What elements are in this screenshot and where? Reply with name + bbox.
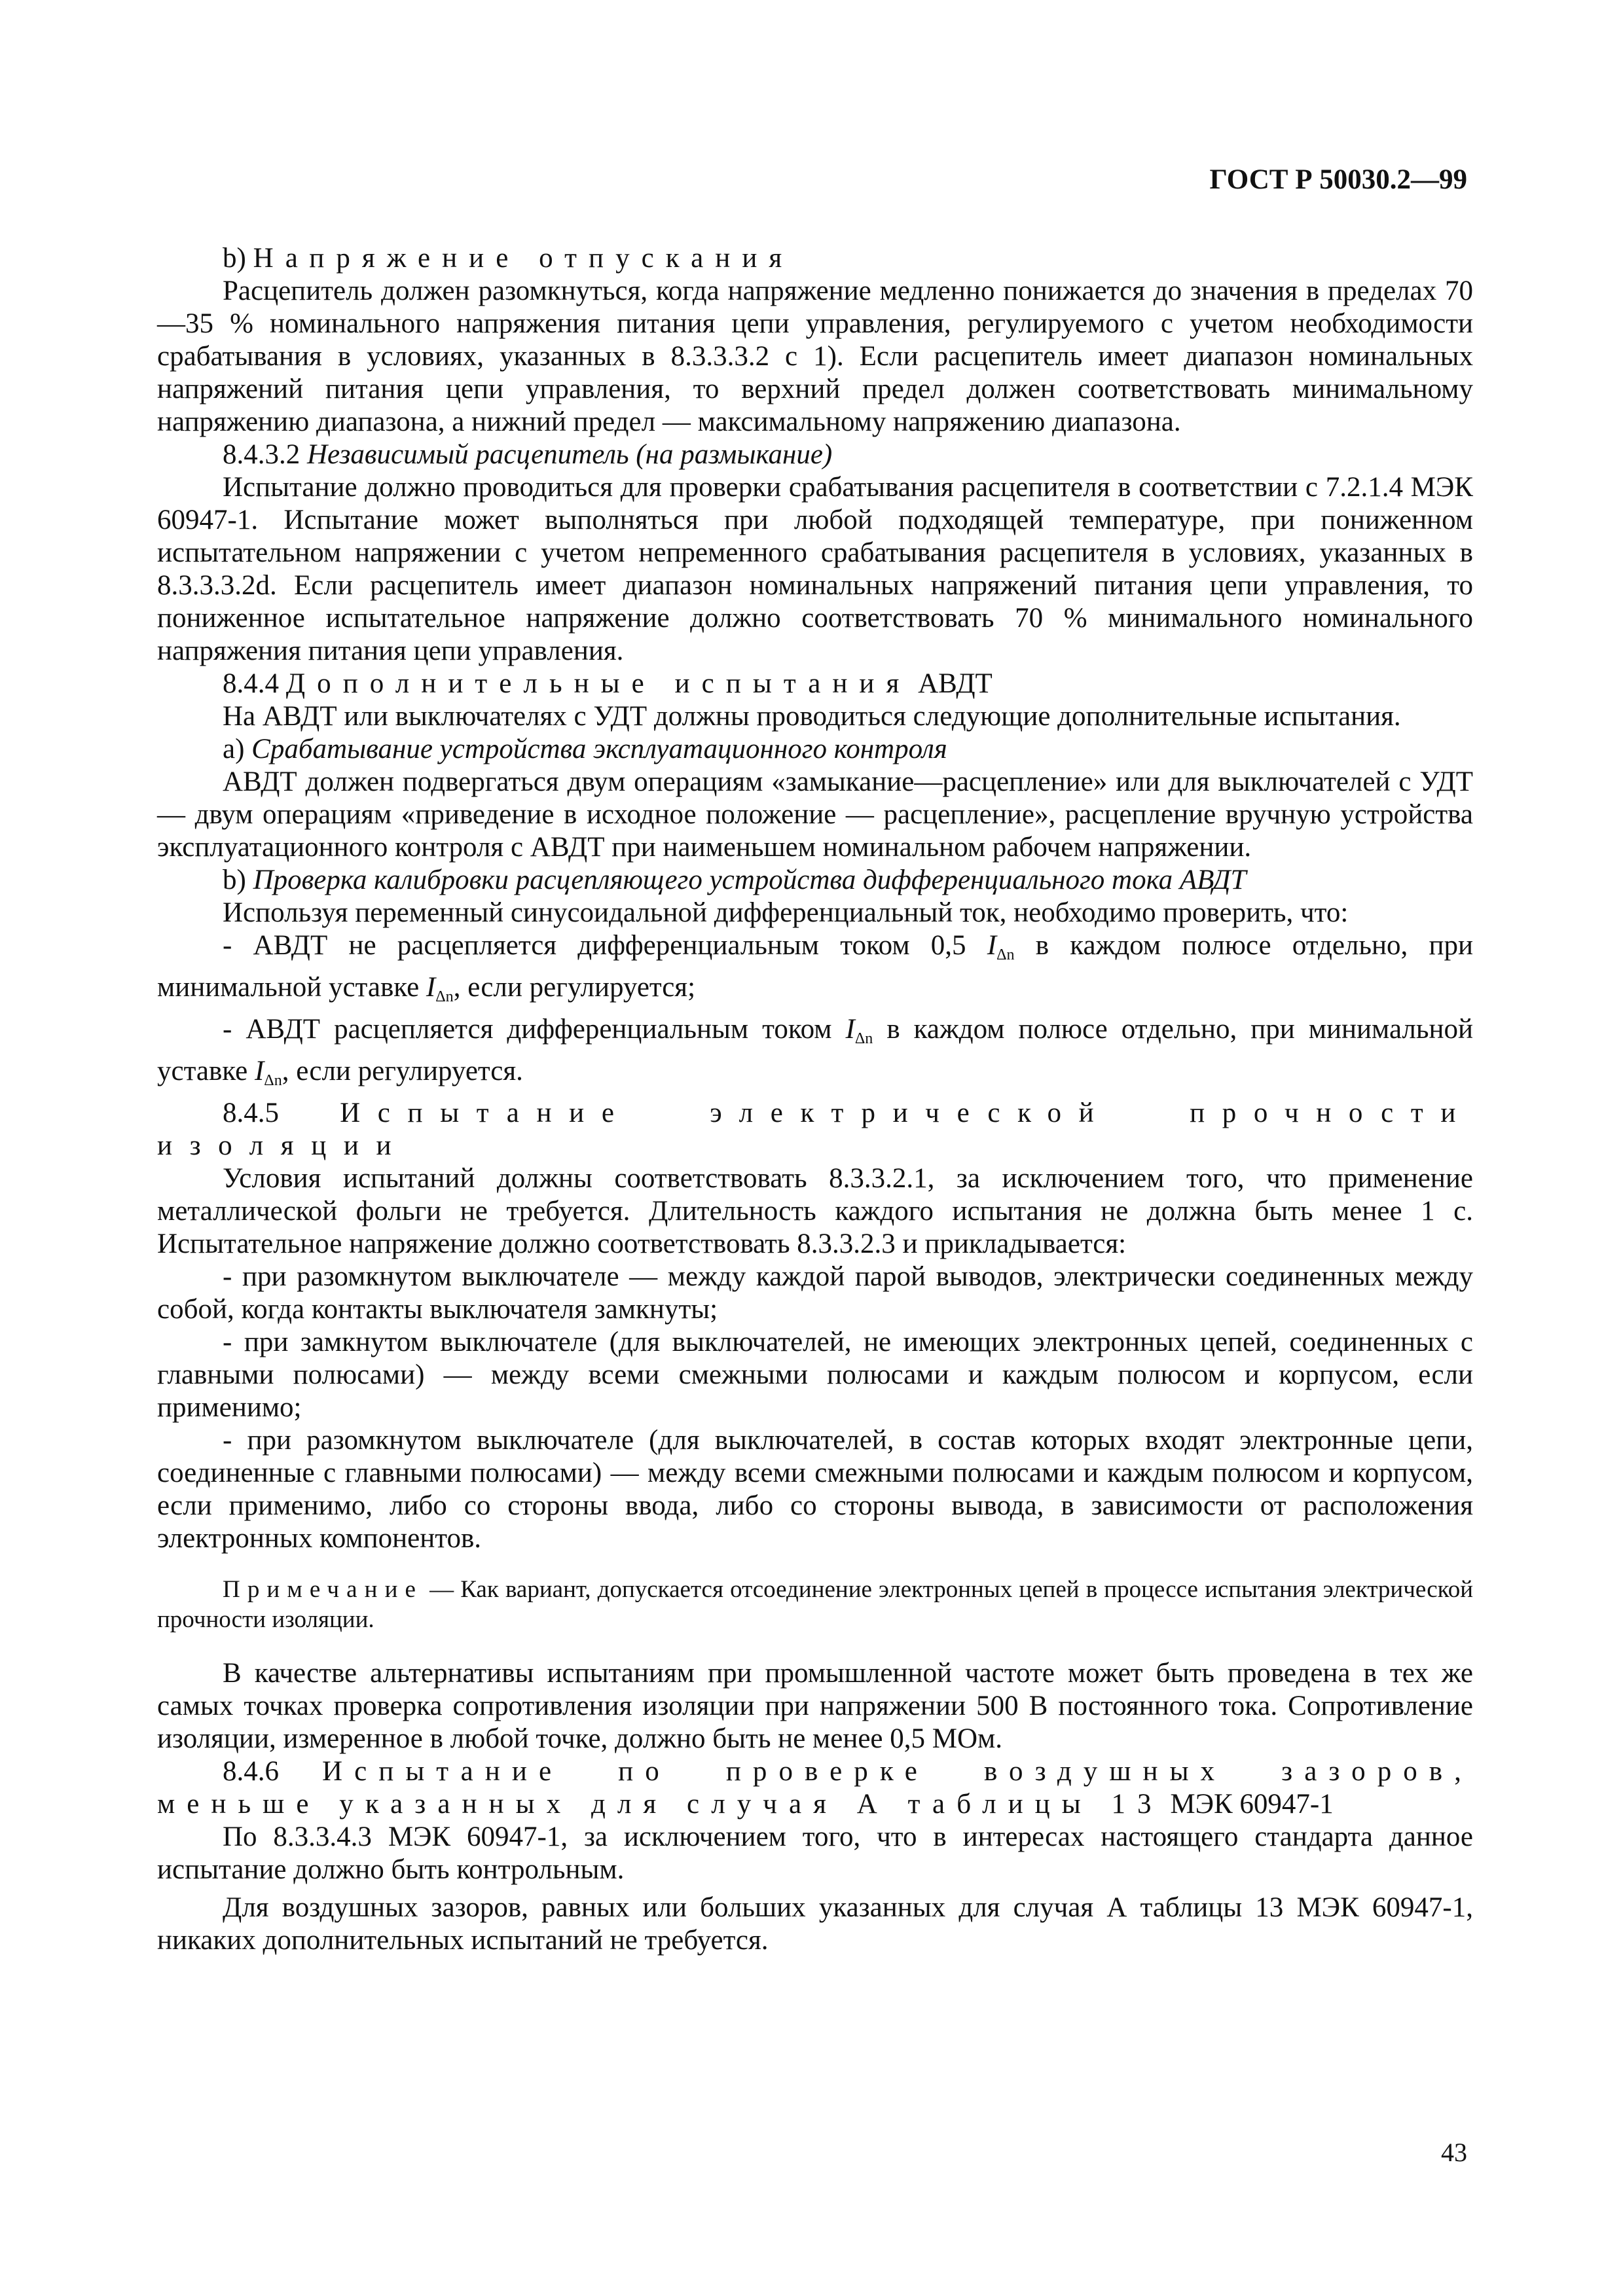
a-prefix: а) [223,734,245,764]
s844-heading-line [157,668,1473,700]
s845-heading-line [157,1097,1473,1162]
s845-paragraph: Условия испытаний должны соответствовать 8.3.3.2.1, за исключением того, что применение металлической фольги не требуется. Длительность каждого испытания не должна быть менее 1 с. Испытательное напряжение должно соответствовать 8.3.3.2.3 и прикладывается: [157,1163,1473,1259]
s846-heading-line [157,1755,1473,1821]
document-body [157,242,1473,1957]
s846-number: 8.4.6 [223,1756,279,1787]
note-text: — Как вариант, допускается отсоединение электронных цепей в процессе испытания электрической прочности изоляции. [157,1576,1474,1633]
s845-item-2: - при замкнутом выключателе (для выключателей, не имеющих электронных цепей, соединенных с главными полюсами) — между всеми смежными полюсами и каждым полюсом и корпусом, если применимо; [157,1327,1473,1423]
residual-current-symbol: $I_{\Delta n}$ [426,972,454,1005]
b-prefix: b) [223,243,246,274]
last-paragraph: Для воздушных зазоров, равных или больших указанных для случая А таблицы 13 МЭК 60947-1, никаких дополнительных испытаний не требуется. [157,1892,1473,1956]
s8432-heading-line [157,439,1473,471]
s845-title: Испытание электрической прочности изоляции [157,1098,1474,1161]
b2-paragraph: Используя переменный синусоидальной дифференциальный ток, необходимо проверить, что: [223,897,1349,928]
note-label: Примечание [223,1576,423,1603]
item1-text-b: в каждом полюсе отдельно, при минимальной уставке [157,930,1473,1003]
residual-current-symbol: $I_{\Delta n}$ [845,1014,873,1047]
item1-text-c: , если регулируется; [453,972,696,1003]
residual-current-symbol: $I_{\Delta n}$ [254,1056,282,1089]
note [157,1575,1473,1635]
standard-designation: ГОСТ Р 50030.2—99 [1209,164,1467,195]
calibration-item-1 [157,929,1473,1013]
s844-title: Дополнительные испытания [285,668,911,699]
item2-text-c: , если регулируется. [282,1056,523,1086]
page-number: 43 [1441,2138,1467,2167]
calibration-item-2 [157,1013,1473,1097]
b2-title: Проверка калибровки расцепляющего устройства дифференциального тока АВДТ [253,865,1247,895]
b-heading-line [157,242,1473,275]
item2-text-a: - АВДТ расцепляется дифференциальным током [223,1014,832,1045]
a-paragraph: АВДТ должен подвергаться двум операциям «замыкание—расцепление» или для выключателей с УДТ — двум операциям «приведение в исходное положение — расцепление», расцепление вручную устройства эксплуатационного контроля с АВДТ при наименьшем номинальном рабочем напряжении. [157,766,1473,863]
s844-paragraph: На АВДТ или выключателях с УДТ должны проводиться следующие дополнительные испытания. [223,701,1401,732]
s845-number: 8.4.5 [223,1098,279,1128]
s8432-number: 8.4.3.2 [223,439,301,470]
b-paragraph: Расцепитель должен разомкнуться, когда напряжение медленно понижается до значения в пределах 70—35 % номинального напряжения питания цепи управления, регулируемого с учетом необходимости срабатывания в условиях, указанных в 8.3.3.3.2 с 1). Если расцепитель имеет диапазон номинальных напряжений питания цепи управления, то верхний предел должен соответствовать минимальному напряжению диапазона, а нижний предел — максимальному напряжению диапазона. [157,276,1473,437]
s845-item-1: - при разомкнутом выключателе — между каждой парой выводов, электрически соединенных между собой, когда контакты выключателя замкнуты; [157,1261,1473,1325]
s846-title: Испытание по проверке воздушных зазоров, меньше указанных для случая А таблицы 13 [157,1756,1473,1820]
b2-prefix: b) [223,865,246,895]
alternative-paragraph: В качестве альтернативы испытаниям при промышленной частоте может быть проведена в тех же самых точках проверка сопротивления изоляции при напряжении 500 В постоянного тока. Сопротивление изоляции, измеренное в любой точке, должно быть не менее 0,5 МОм. [157,1658,1473,1754]
s844-title-tail: АВДТ [918,668,993,699]
s846-paragraph: По 8.3.3.4.3 МЭК 60947-1, за исключением того, что в интересах настоящего стандарта данное испытание должно быть контрольным. [157,1821,1473,1885]
b2-heading-line [157,864,1473,897]
s8432-title: Независимый расцепитель (на размыкание) [307,439,833,470]
s844-number: 8.4.4 [223,668,279,699]
a-heading-line [157,733,1473,766]
residual-current-symbol: $I_{\Delta n}$ [987,930,1015,963]
b-heading: Напряжение отпускания [253,243,794,274]
s845-item-3: - при разомкнутом выключателе (для выключателей, в состав которых входят электронные цепи, соединенные с главными полюсами) — между всеми смежными полюсами и каждым полюсом и корпусом, если применимо, либо со стороны ввода, либо со стороны вывода, в зависимости от расположения электронных компонентов. [157,1425,1473,1554]
a-title: Срабатывание устройства эксплуатационного контроля [251,734,947,764]
item1-text-a: - АВДТ не расцепляется дифференциальным током 0,5 [223,930,966,961]
s8432-paragraph: Испытание должно проводиться для проверки срабатывания расцепителя в соответствии с 7.2.1.4 МЭК 60947-1. Испытание может выполняться при любой подходящей температуре, при пониженном испытательном напряжении с учетом непременного срабатывания расцепителя в условиях, указанных в 8.3.3.3.2d. Если расцепитель имеет диапазон номинальных напряжений питания цепи управления, то пониженное испытательное напряжение должно соответствовать 70 % минимального номинального напряжения питания цепи управления. [157,472,1473,666]
item2-text-b: в каждом полюсе отдельно, при минимальной уставке [157,1014,1474,1086]
s846-title-tail: МЭК 60947-1 [1170,1789,1334,1820]
